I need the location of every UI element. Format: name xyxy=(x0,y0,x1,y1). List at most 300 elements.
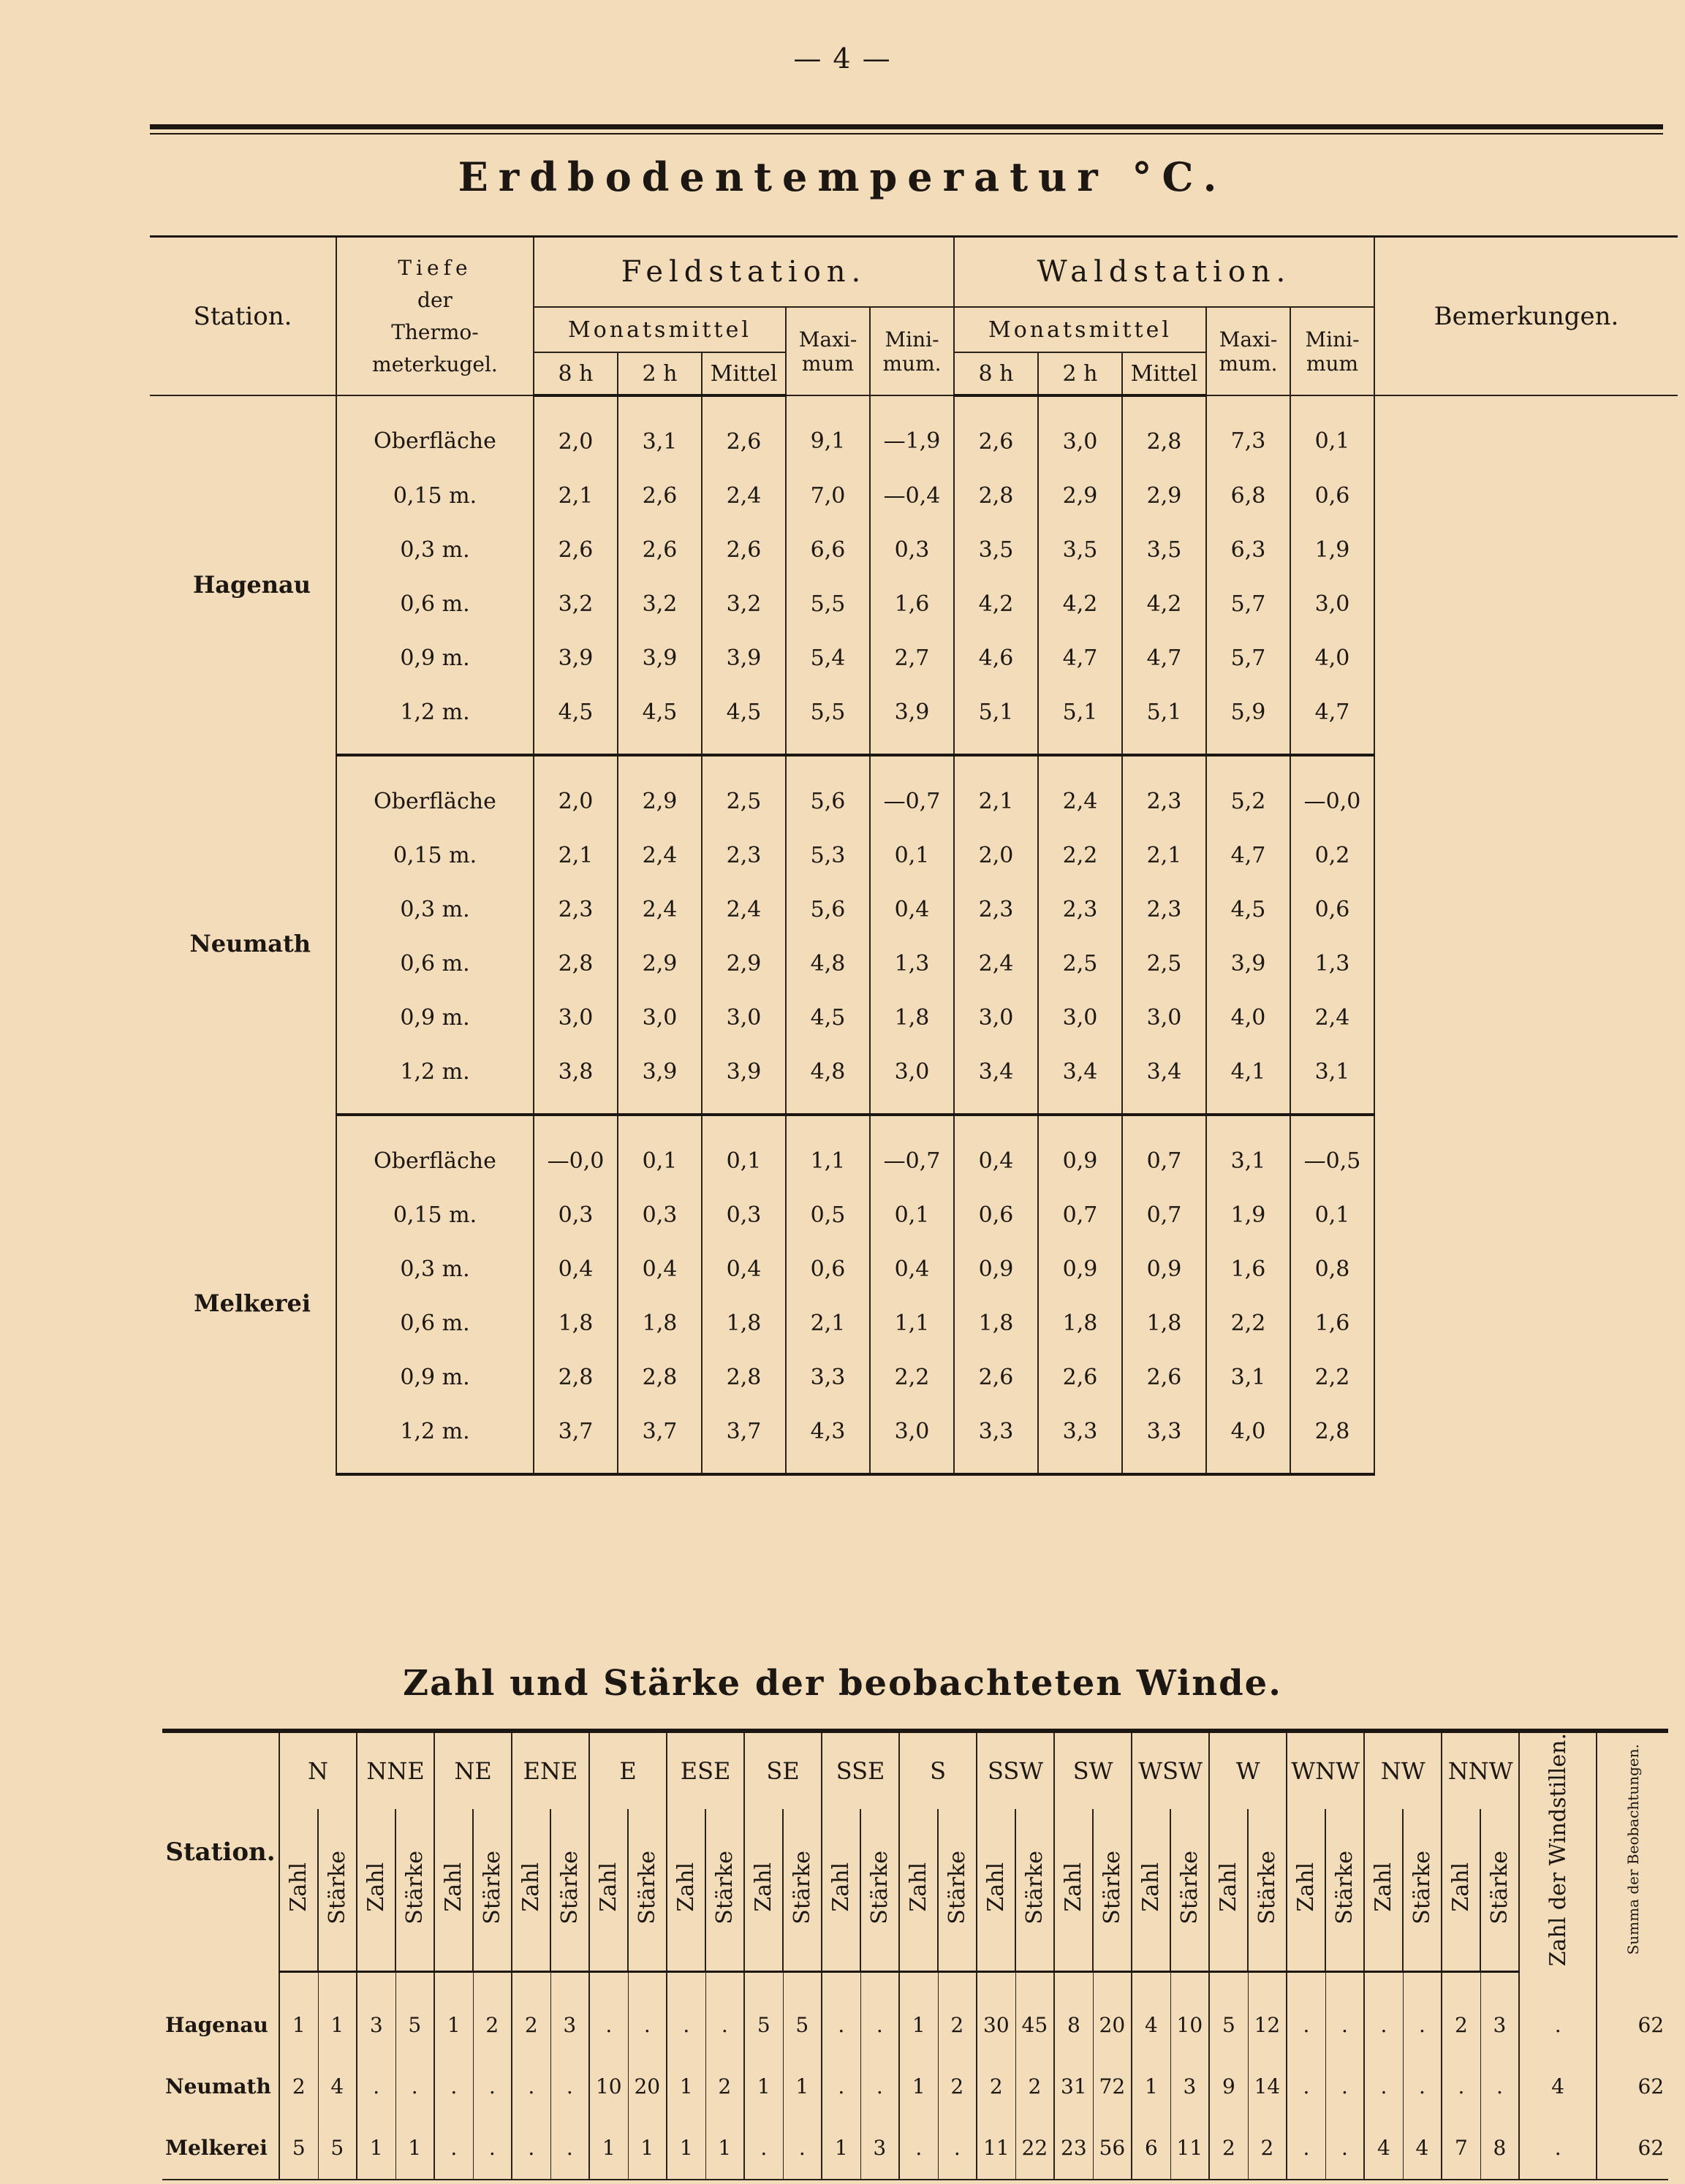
depth-cell: 0,3 m. xyxy=(336,523,534,577)
value-cell: 3,9 xyxy=(618,631,702,685)
wind-value-cell: . xyxy=(744,2117,783,2180)
wind-subheader-zahl-label: Zahl xyxy=(1216,1862,1242,1912)
wind-direction-header: NNW xyxy=(1442,1731,1519,1809)
value-cell: 4,8 xyxy=(786,936,870,990)
wind-value-cell: . xyxy=(1480,2056,1519,2117)
value-cell: 1,8 xyxy=(954,1296,1038,1350)
wind-value-cell: 2 xyxy=(279,2056,318,2117)
wind-value-cell: . xyxy=(628,1971,667,2056)
value-cell: 2,4 xyxy=(702,469,786,523)
soil-row xyxy=(150,1115,1678,1188)
value-cell: 3,9 xyxy=(1206,936,1290,990)
wind-value-cell: 31 xyxy=(1054,2056,1093,2117)
value-cell: 2,6 xyxy=(702,523,786,577)
value-cell: 2,2 xyxy=(870,1350,954,1404)
wind-subheader-zahl xyxy=(1442,1809,1480,1971)
value-cell: —1,9 xyxy=(870,395,954,469)
value-cell: 3,2 xyxy=(702,577,786,631)
value-cell: 0,2 xyxy=(1290,828,1374,882)
wind-value-cell: 1 xyxy=(667,2056,705,2117)
value-cell: 0,3 xyxy=(870,523,954,577)
wind-subheader-staerke xyxy=(1325,1809,1364,1971)
wind-value-cell: . xyxy=(395,2056,434,2117)
wind-value-cell: 2 xyxy=(938,2056,977,2117)
header-wald-mittel: Mittel xyxy=(1122,352,1206,395)
wind-value-cell: 6 xyxy=(1132,2117,1170,2180)
value-cell: 2,9 xyxy=(702,936,786,990)
value-cell: 4,5 xyxy=(702,685,786,755)
wind-value-cell: . xyxy=(1325,2056,1364,2117)
value-cell: 3,0 xyxy=(618,990,702,1044)
soil-temperature-table xyxy=(150,235,1678,1476)
wind-direction-header: N xyxy=(279,1731,357,1809)
wind-value-cell: 5 xyxy=(395,1971,434,2056)
value-cell: 3,0 xyxy=(954,990,1038,1044)
wind-value-cell: . xyxy=(1287,1971,1325,2056)
value-cell: 2,5 xyxy=(1122,936,1206,990)
wind-subheader-staerke-label: Stärke xyxy=(557,1850,583,1925)
wind-value-cell: 1 xyxy=(744,2056,783,2117)
wind-value-cell: 9 xyxy=(1209,2056,1248,2117)
value-cell: 3,4 xyxy=(1038,1044,1122,1115)
header-station: Station. xyxy=(150,237,336,396)
value-cell: 2,2 xyxy=(1206,1296,1290,1350)
wind-value-cell: 2 xyxy=(1248,2117,1287,2180)
header-waldstation: Waldstation. xyxy=(954,237,1374,308)
wind-row xyxy=(162,1971,1668,2056)
depth-cell: 0,6 m. xyxy=(336,577,534,631)
value-cell: 4,8 xyxy=(786,1044,870,1115)
value-cell: 4,0 xyxy=(1206,1404,1290,1474)
wind-subheader-zahl xyxy=(357,1809,395,1971)
value-cell: 1,6 xyxy=(1206,1242,1290,1296)
value-cell: 1,8 xyxy=(870,990,954,1044)
value-cell: —0,7 xyxy=(870,755,954,828)
value-cell: 3,2 xyxy=(618,577,702,631)
wind-header-total-label: Summa der Beobachtungen. xyxy=(1624,1744,1642,1955)
value-cell: 3,3 xyxy=(954,1404,1038,1474)
value-cell: 0,1 xyxy=(1290,1188,1374,1242)
wind-value-cell: . xyxy=(822,1971,860,2056)
wind-value-cell: . xyxy=(1287,2117,1325,2180)
value-cell: 2,2 xyxy=(1290,1350,1374,1404)
wind-value-cell: 30 xyxy=(977,1971,1015,2056)
wind-header-calm xyxy=(1519,1731,1597,1971)
wind-subheader-zahl xyxy=(822,1809,860,1971)
wind-value-cell: 5 xyxy=(744,1971,783,2056)
value-cell: 0,1 xyxy=(702,1115,786,1188)
value-cell: 5,1 xyxy=(1038,685,1122,755)
value-cell: 0,7 xyxy=(1038,1188,1122,1242)
value-cell: 2,1 xyxy=(534,469,618,523)
value-cell: 2,7 xyxy=(870,631,954,685)
value-cell: 2,9 xyxy=(1122,469,1206,523)
wind-value-cell: 2 xyxy=(512,1971,550,2056)
depth-cell: 1,2 m. xyxy=(336,685,534,755)
value-cell: 0,4 xyxy=(618,1242,702,1296)
depth-cell: 0,9 m. xyxy=(336,990,534,1044)
value-cell: 4,0 xyxy=(1290,631,1374,685)
header-feld-monatsmittel: Monatsmittel xyxy=(534,307,786,352)
value-cell: 2,2 xyxy=(1038,828,1122,882)
value-cell: 0,1 xyxy=(618,1115,702,1188)
wind-value-cell: 14 xyxy=(1248,2056,1287,2117)
wind-value-cell: 1 xyxy=(318,1971,357,2056)
value-cell: 2,3 xyxy=(534,882,618,936)
header-feld-8h: 8 h xyxy=(534,352,618,395)
wind-subheader-staerke xyxy=(705,1809,744,1971)
wind-subheader-staerke-label: Stärke xyxy=(944,1850,971,1925)
wind-subheader-zahl xyxy=(589,1809,628,1971)
value-cell: 2,4 xyxy=(618,882,702,936)
wind-row xyxy=(162,2117,1668,2180)
wind-value-cell: 7 xyxy=(1442,2117,1480,2180)
wind-direction-header: S xyxy=(899,1731,977,1809)
wind-subheader-zahl-label: Zahl xyxy=(518,1862,545,1912)
wind-value-cell: 2 xyxy=(938,1971,977,2056)
wind-value-cell: . xyxy=(860,1971,899,2056)
wind-station-name: Neumath xyxy=(165,2074,271,2099)
wind-value-cell: 8 xyxy=(1480,2117,1519,2180)
depth-cell: Oberfläche xyxy=(336,755,534,828)
value-cell: 2,3 xyxy=(702,828,786,882)
value-cell: 2,3 xyxy=(1038,882,1122,936)
value-cell: 1,9 xyxy=(1290,523,1374,577)
value-cell: 0,6 xyxy=(1290,882,1374,936)
value-cell: 3,4 xyxy=(954,1044,1038,1115)
wind-value-cell: 1 xyxy=(1132,2056,1170,2117)
value-cell: 2,8 xyxy=(702,1350,786,1404)
wind-subheader-staerke xyxy=(1403,1809,1442,1971)
wind-value-cell: 45 xyxy=(1015,1971,1054,2056)
header-feld-2h: 2 h xyxy=(618,352,702,395)
wind-direction-header: WNW xyxy=(1287,1731,1364,1809)
value-cell: 0,4 xyxy=(954,1115,1038,1188)
value-cell: 0,3 xyxy=(534,1188,618,1242)
wind-subheader-staerke-label: Stärke xyxy=(1332,1850,1358,1925)
value-cell: 1,8 xyxy=(534,1296,618,1350)
value-cell: 1,8 xyxy=(1122,1296,1206,1350)
wind-subheader-zahl xyxy=(1132,1809,1170,1971)
value-cell: 3,1 xyxy=(1290,1044,1374,1115)
wind-value-cell: 1 xyxy=(899,2056,938,2117)
wind-value-cell: 1 xyxy=(279,1971,318,2056)
depth-cell: 0,15 m. xyxy=(336,469,534,523)
wind-value-cell: . xyxy=(473,2056,512,2117)
value-cell: 1,8 xyxy=(1038,1296,1122,1350)
value-cell: 3,8 xyxy=(534,1044,618,1115)
wind-value-cell: 20 xyxy=(1093,1971,1132,2056)
value-cell: 6,3 xyxy=(1206,523,1290,577)
value-cell: 4,6 xyxy=(954,631,1038,685)
value-cell: 4,7 xyxy=(1038,631,1122,685)
wind-direction-header: SSE xyxy=(822,1731,899,1809)
value-cell: 6,6 xyxy=(786,523,870,577)
wind-subheader-staerke-label: Stärke xyxy=(635,1850,661,1925)
value-cell: 2,6 xyxy=(534,523,618,577)
value-cell: 2,9 xyxy=(618,936,702,990)
value-cell: 3,7 xyxy=(534,1404,618,1474)
wind-value-cell: 3 xyxy=(1480,1971,1519,2056)
value-cell: —0,0 xyxy=(534,1115,618,1188)
value-cell: 2,8 xyxy=(534,1350,618,1404)
header-wald-2h: 2 h xyxy=(1038,352,1122,395)
wind-subheader-staerke xyxy=(1480,1809,1519,1971)
value-cell: 3,9 xyxy=(618,1044,702,1115)
wind-subheader-staerke-label: Stärke xyxy=(325,1850,350,1925)
wind-subheader-zahl-label: Zahl xyxy=(828,1862,855,1912)
value-cell: 0,1 xyxy=(870,1188,954,1242)
wind-value-cell: 1 xyxy=(667,2117,705,2180)
wind-value-cell: 22 xyxy=(1015,2117,1054,2180)
value-cell: 3,9 xyxy=(702,631,786,685)
value-cell: 2,8 xyxy=(1290,1404,1374,1474)
value-cell: 1,3 xyxy=(1290,936,1374,990)
wind-header-station: Station. xyxy=(162,1731,279,1971)
wind-value-cell: 2 xyxy=(473,1971,512,2056)
value-cell: 2,3 xyxy=(1122,755,1206,828)
header-feld-minimum: Mini- mum. xyxy=(870,307,954,395)
value-cell: 9,1 xyxy=(786,395,870,469)
value-cell: 4,7 xyxy=(1206,828,1290,882)
station-name: Melkerei xyxy=(194,1289,311,1317)
depth-cell: Oberfläche xyxy=(336,395,534,469)
wind-value-cell: 3 xyxy=(550,1971,589,2056)
wind-value-cell: 5 xyxy=(318,2117,357,2180)
wind-value-cell: . xyxy=(705,1971,744,2056)
wind-subheader-zahl-label: Zahl xyxy=(906,1862,932,1912)
wind-calm-cell: . xyxy=(1519,2117,1597,2180)
wind-subheader-zahl xyxy=(899,1809,938,1971)
value-cell: 2,3 xyxy=(1122,882,1206,936)
wind-value-cell: . xyxy=(938,2117,977,2180)
depth-cell: 0,15 m. xyxy=(336,1188,534,1242)
value-cell: 1,6 xyxy=(870,577,954,631)
wind-total-cell: 62 xyxy=(1597,2056,1668,2117)
wind-subheader-staerke xyxy=(938,1809,977,1971)
wind-subheader-staerke-label: Stärke xyxy=(1022,1850,1048,1925)
value-cell: 5,9 xyxy=(1206,685,1290,755)
wind-subheader-zahl-label: Zahl xyxy=(983,1862,1010,1912)
depth-cell: 0,3 m. xyxy=(336,882,534,936)
value-cell: —0,4 xyxy=(870,469,954,523)
wind-title: Zahl und Stärke der beobachteten Winde. xyxy=(403,1663,1282,1704)
wind-value-cell: . xyxy=(473,2117,512,2180)
wind-subheader-row xyxy=(162,1809,1668,1971)
remarks-cell xyxy=(1374,395,1678,755)
wind-subheader-staerke-label: Stärke xyxy=(1487,1850,1513,1925)
wind-value-cell: 1 xyxy=(357,2117,395,2180)
wind-subheader-staerke xyxy=(1170,1809,1209,1971)
wind-value-cell: 1 xyxy=(589,2117,628,2180)
wind-value-cell: . xyxy=(1364,2056,1403,2117)
depth-cell: 0,9 m. xyxy=(336,1350,534,1404)
value-cell: 2,9 xyxy=(618,755,702,828)
wind-subheader-zahl xyxy=(434,1809,473,1971)
value-cell: 0,4 xyxy=(870,1242,954,1296)
remarks-cell xyxy=(1374,1115,1678,1474)
wind-value-cell: 10 xyxy=(1170,1971,1209,2056)
wind-value-cell: 1 xyxy=(783,2056,822,2117)
value-cell: 3,0 xyxy=(534,990,618,1044)
header-feld-maximum: Maxi- mum xyxy=(786,307,870,395)
wind-subheader-zahl xyxy=(977,1809,1015,1971)
wind-subheader-zahl xyxy=(1364,1809,1403,1971)
wind-value-cell: . xyxy=(783,2117,822,2180)
value-cell: 2,0 xyxy=(534,755,618,828)
value-cell: 3,5 xyxy=(954,523,1038,577)
wind-value-cell: 8 xyxy=(1054,1971,1093,2056)
wind-direction-header: NW xyxy=(1364,1731,1442,1809)
wind-subheader-zahl-label: Zahl xyxy=(363,1862,389,1912)
wind-subheader-staerke-label: Stärke xyxy=(867,1850,893,1925)
value-cell: 3,3 xyxy=(1038,1404,1122,1474)
wind-subheader-zahl-label: Zahl xyxy=(1371,1862,1397,1912)
value-cell: 3,0 xyxy=(1038,990,1122,1044)
wind-value-cell: 3 xyxy=(357,1971,395,2056)
wind-value-cell: 2 xyxy=(705,2056,744,2117)
wind-direction-header: SSW xyxy=(977,1731,1054,1809)
value-cell: 5,6 xyxy=(786,755,870,828)
wind-subheader-staerke xyxy=(783,1809,822,1971)
wind-subheader-staerke xyxy=(1015,1809,1054,1971)
wind-subheader-zahl-label: Zahl xyxy=(1061,1862,1087,1912)
wind-direction-header: ESE xyxy=(667,1731,744,1809)
wind-value-cell: 2 xyxy=(1442,1971,1480,2056)
wind-direction-header: NE xyxy=(434,1731,512,1809)
wind-value-cell: 1 xyxy=(434,1971,473,2056)
value-cell: 2,4 xyxy=(618,828,702,882)
wind-value-cell: . xyxy=(434,2117,473,2180)
value-cell: 4,1 xyxy=(1206,1044,1290,1115)
wind-value-cell: 5 xyxy=(1209,1971,1248,2056)
value-cell: 3,1 xyxy=(618,395,702,469)
wind-value-cell: . xyxy=(1442,2056,1480,2117)
header-feldstation: Feldstation. xyxy=(534,237,954,308)
wind-subheader-zahl-label: Zahl xyxy=(596,1862,622,1912)
value-cell: 0,4 xyxy=(702,1242,786,1296)
value-cell: 5,7 xyxy=(1206,631,1290,685)
header-wald-maximum: Maxi- mum. xyxy=(1206,307,1290,395)
wind-value-cell: . xyxy=(899,2117,938,2180)
wind-subheader-staerke-label: Stärke xyxy=(1177,1850,1203,1925)
wind-value-cell: 2 xyxy=(1015,2056,1054,2117)
wind-subheader-zahl xyxy=(279,1809,318,1971)
value-cell: 4,5 xyxy=(786,990,870,1044)
value-cell: 4,5 xyxy=(1206,882,1290,936)
value-cell: 0,6 xyxy=(786,1242,870,1296)
value-cell: 3,7 xyxy=(702,1404,786,1474)
wind-value-cell: . xyxy=(1403,1971,1442,2056)
value-cell: 7,0 xyxy=(786,469,870,523)
value-cell: 3,9 xyxy=(702,1044,786,1115)
wind-value-cell: . xyxy=(550,2117,589,2180)
value-cell: 2,3 xyxy=(954,882,1038,936)
depth-cell: 1,2 m. xyxy=(336,1044,534,1115)
depth-cell: 0,6 m. xyxy=(336,936,534,990)
wind-value-cell: 20 xyxy=(628,2056,667,2117)
value-cell: 2,5 xyxy=(1038,936,1122,990)
value-cell: 3,3 xyxy=(1122,1404,1206,1474)
value-cell: 4,5 xyxy=(534,685,618,755)
wind-table xyxy=(162,1729,1668,2180)
value-cell: 4,5 xyxy=(618,685,702,755)
value-cell: 5,1 xyxy=(1122,685,1206,755)
wind-header-calm-label: Zahl der Windstillen. xyxy=(1545,1733,1571,1967)
wind-value-cell: 4 xyxy=(1132,1971,1170,2056)
value-cell: 3,0 xyxy=(702,990,786,1044)
wind-subheader-staerke xyxy=(318,1809,357,1971)
soil-row xyxy=(150,395,1678,469)
value-cell: 0,9 xyxy=(1038,1242,1122,1296)
value-cell: 0,3 xyxy=(618,1188,702,1242)
depth-cell: 0,15 m. xyxy=(336,828,534,882)
wind-value-cell: . xyxy=(512,2056,550,2117)
wind-subheader-staerke xyxy=(395,1809,434,1971)
value-cell: 2,6 xyxy=(954,1350,1038,1404)
value-cell: 3,1 xyxy=(1206,1115,1290,1188)
value-cell: 0,7 xyxy=(1122,1115,1206,1188)
value-cell: 0,9 xyxy=(1038,1115,1122,1188)
value-cell: 7,3 xyxy=(1206,395,1290,469)
value-cell: 5,2 xyxy=(1206,755,1290,828)
value-cell: 0,1 xyxy=(1290,395,1374,469)
value-cell: —0,7 xyxy=(870,1115,954,1188)
wind-value-cell: 12 xyxy=(1248,1971,1287,2056)
value-cell: 2,0 xyxy=(954,828,1038,882)
header-depth-line1: Tiefe xyxy=(398,255,472,280)
wind-value-cell: . xyxy=(550,2056,589,2117)
wind-value-cell: . xyxy=(1364,1971,1403,2056)
wind-subheader-zahl xyxy=(1287,1809,1325,1971)
wind-subheader-staerke xyxy=(860,1809,899,1971)
value-cell: 2,6 xyxy=(618,469,702,523)
value-cell: 2,1 xyxy=(1122,828,1206,882)
value-cell: 2,4 xyxy=(954,936,1038,990)
wind-value-cell: . xyxy=(512,2117,550,2180)
soil-temperature-body xyxy=(150,395,1678,1474)
wind-subheader-zahl xyxy=(1209,1809,1248,1971)
value-cell: 3,0 xyxy=(870,1404,954,1474)
value-cell: 4,2 xyxy=(954,577,1038,631)
value-cell: 3,9 xyxy=(870,685,954,755)
wind-subheader-zahl xyxy=(744,1809,783,1971)
wind-direction-header: NNE xyxy=(357,1731,434,1809)
wind-subheader-staerke-label: Stärke xyxy=(1409,1850,1436,1925)
wind-value-cell: 10 xyxy=(589,2056,628,2117)
wind-value-cell: . xyxy=(1287,2056,1325,2117)
header-depth-line4: meterkugel. xyxy=(372,352,498,376)
value-cell: 1,1 xyxy=(870,1296,954,1350)
wind-total-cell: 62 xyxy=(1597,2117,1668,2180)
value-cell: 0,9 xyxy=(1122,1242,1206,1296)
value-cell: 4,0 xyxy=(1206,990,1290,1044)
wind-value-cell: 3 xyxy=(860,2117,899,2180)
header-depth-line3: Thermo- xyxy=(391,319,479,344)
wind-value-cell: 4 xyxy=(318,2056,357,2117)
wind-header-row xyxy=(162,1731,1668,1809)
value-cell: 2,6 xyxy=(954,395,1038,469)
value-cell: 4,3 xyxy=(786,1404,870,1474)
value-cell: 0,8 xyxy=(1290,1242,1374,1296)
wind-value-cell: . xyxy=(1325,2117,1364,2180)
value-cell: 3,1 xyxy=(1206,1350,1290,1404)
wind-subheader-zahl-label: Zahl xyxy=(1293,1862,1319,1912)
wind-subheader-zahl-label: Zahl xyxy=(1138,1862,1165,1912)
value-cell: 3,7 xyxy=(618,1404,702,1474)
soil-row xyxy=(150,755,1678,828)
value-cell: 0,6 xyxy=(1290,469,1374,523)
